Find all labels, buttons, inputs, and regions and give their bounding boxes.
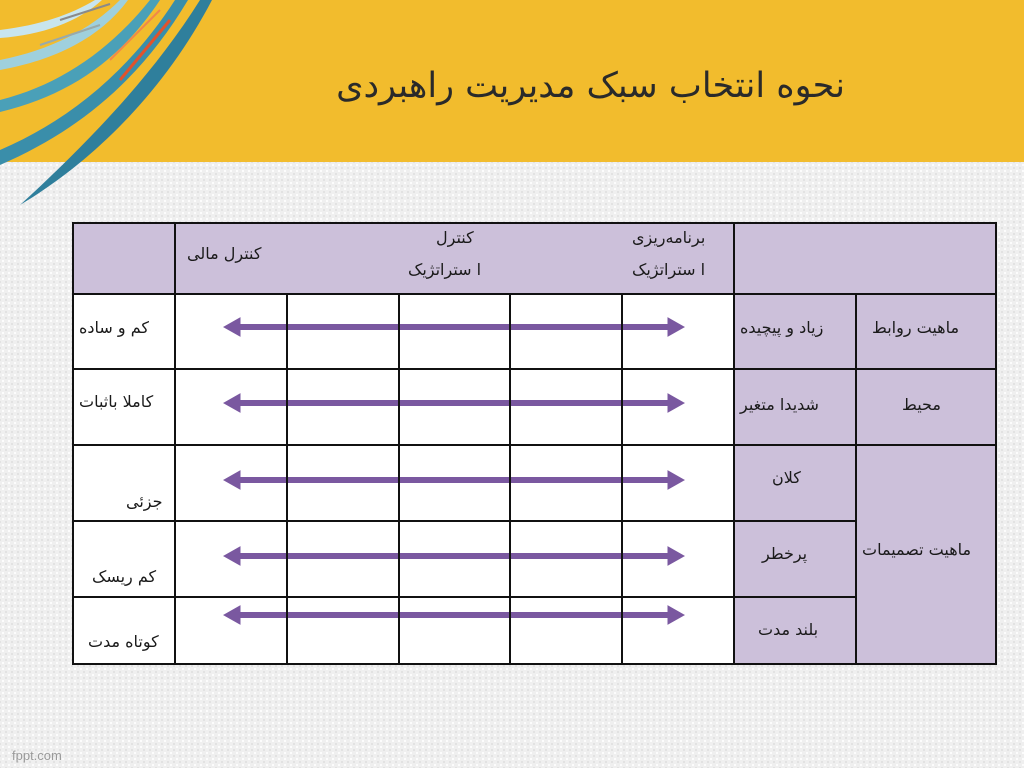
row-divider-4 [72,596,857,598]
footer-watermark: fppt.com [12,748,62,763]
management-style-table [72,222,997,665]
row-4-left-label: پرخطر [762,544,808,563]
row-divider-2 [72,444,997,446]
row-4-right-label: کم ریسک [92,567,157,586]
scale-divider-3 [509,294,511,665]
scale-grid [175,294,734,665]
header-corner-right [734,222,997,294]
page-title: نحوه انتخاب سبک مدیریت راهبردی [336,66,845,106]
col-divider-3 [855,294,857,665]
row-1-right-label: کم و ساده [79,318,149,337]
category-relations: ماهیت روابط [872,318,960,337]
style-strategic-control-line2: ا ستراتژیک [408,260,482,279]
row-3-left-label: کلان [772,468,801,487]
arrows-swoosh-decoration [0,0,230,215]
row-2-right-label: کاملا باثبات [79,392,154,411]
table-border-bottom [72,663,997,665]
category-environment: محیط [902,395,941,414]
row-divider-header [72,293,997,295]
row-3-right-label: جزئی [126,492,163,511]
header-corner-left [72,222,175,294]
scale-divider-2 [398,294,400,665]
style-strategic-control-line1: کنترل [436,228,474,247]
row-5-left-label: بلند مدت [758,620,819,639]
row-2-left-label: شدیدا متغیر [740,395,819,414]
row-divider-3 [72,520,857,522]
right-extreme-column [72,294,175,665]
style-financial-control: کنترل مالی [187,244,262,263]
category-decisions: ماهیت تصمیمات [862,540,972,559]
style-strategic-planning-line1: برنامه‌ریزی [632,228,706,247]
scale-divider-1 [286,294,288,665]
row-5-right-label: کوتاه مدت [88,632,159,651]
row-1-left-label: زیاد و پیچیده [740,318,824,337]
row-divider-1 [72,368,997,370]
table-border-top [72,222,997,224]
scale-divider-4 [621,294,623,665]
style-strategic-planning-line2: ا ستراتژیک [632,260,706,279]
